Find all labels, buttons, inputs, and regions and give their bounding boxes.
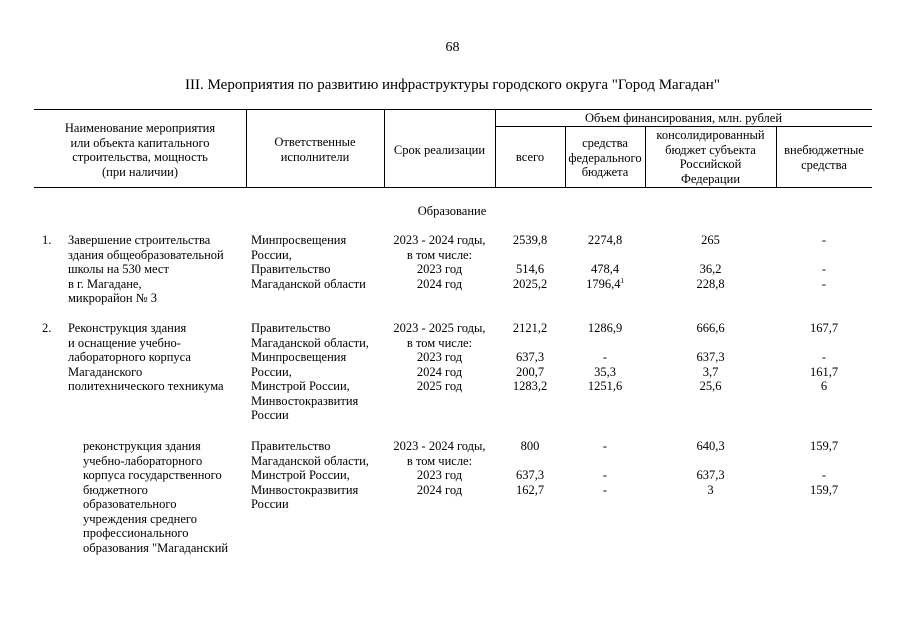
row-responsible: Минпросвещения России, Правительство Магаданской области xyxy=(251,233,366,291)
period-cell: 2023 год xyxy=(416,350,463,364)
extra-cell: 159,7 xyxy=(809,439,839,453)
row-name: Завершение строительства здания общеобразовательной школы на 530 мест в г. Магадане, микрорайон № 3 xyxy=(68,233,224,305)
row-responsible: Правительство Магаданской области, Минстрой России, Минвостокразвития России xyxy=(251,439,369,511)
regional-cell: 640,3 xyxy=(696,439,725,453)
total-cell: 637,3 xyxy=(515,350,545,364)
regional-cell: 36,2 xyxy=(699,262,722,276)
period-cell: 2024 год xyxy=(416,276,463,291)
regional-cell: 666,6 xyxy=(696,321,725,335)
federal-cell: - xyxy=(602,439,608,453)
total-cell: 1283,2 xyxy=(512,379,548,393)
federal-cell: - xyxy=(602,482,608,497)
regional-cell: 3 xyxy=(707,482,714,497)
period-cell: 2023 - 2024 годы, xyxy=(393,439,486,453)
document-title: III. Мероприятия по развитию инфраструктуры городского округа "Город Магадан" xyxy=(185,77,720,93)
period-cell: в том числе: xyxy=(406,335,473,350)
row-number: 1. xyxy=(42,233,52,247)
header-extra: внебюджетные средства xyxy=(784,143,864,172)
total-cell: 637,3 xyxy=(515,468,545,482)
federal-cell: 2274,8 xyxy=(587,233,623,247)
financing-header-rule xyxy=(495,126,872,127)
federal-cell: - xyxy=(602,468,608,482)
header-bottom-rule xyxy=(34,187,872,188)
period-cell: 2025 год xyxy=(416,379,463,393)
row-name: Реконструкция здания и оснащение учебно- лабораторного корпуса Магаданского политехнического техникума xyxy=(68,321,224,393)
row-name: реконструкция здания учебно-лабораторного корпуса государственного бюджетного образовательного учреждения среднего профессионального образования "Магаданский xyxy=(83,439,229,555)
row-number: 2. xyxy=(42,321,52,335)
period-cell: 2023 - 2024 годы, xyxy=(393,233,486,247)
extra-cell: - xyxy=(821,233,827,247)
total-cell: 514,6 xyxy=(515,262,545,276)
total-cell: 2121,2 xyxy=(512,321,548,335)
table-top-rule xyxy=(34,109,872,110)
regional-cell: 637,3 xyxy=(696,350,725,364)
page-number: 68 xyxy=(445,40,460,55)
period-cell: в том числе: xyxy=(406,247,473,262)
total-cell: 2025,2 xyxy=(512,276,548,291)
federal-cell: - xyxy=(602,350,608,364)
header-financing: Объем финансирования, млн. рублей xyxy=(584,111,783,125)
extra-cell: - xyxy=(821,262,827,276)
header-period: Срок реализации xyxy=(393,143,486,157)
extra-cell: 161,7 xyxy=(809,364,839,379)
total-cell: 2539,8 xyxy=(512,233,548,247)
header-responsible: Ответственные исполнители xyxy=(274,135,356,164)
period-cell: 2023 год xyxy=(416,262,463,276)
header-federal: средства федерального бюджета xyxy=(568,136,642,179)
extra-cell: 159,7 xyxy=(809,482,839,497)
total-cell: 800 xyxy=(520,439,540,453)
federal-cell: 1251,6 xyxy=(587,379,623,393)
period-cell: в том числе: xyxy=(406,453,473,468)
section-title: Образование xyxy=(417,204,487,218)
regional-cell: 228,8 xyxy=(696,276,725,291)
extra-cell: - xyxy=(821,276,827,291)
federal-cell: 478,4 xyxy=(590,262,620,276)
extra-cell: 6 xyxy=(820,379,828,393)
federal-cell: 35,3 xyxy=(594,364,616,379)
period-cell: 2023 - 2025 годы, xyxy=(393,321,486,335)
total-cell: 162,7 xyxy=(515,482,545,497)
header-name: Наименование мероприятия или объекта капитального строительства, мощность (при наличии) xyxy=(64,121,216,179)
federal-value: 1796,4 xyxy=(586,276,621,291)
header-regional: консолидированный бюджет субъекта Российской Федерации xyxy=(656,128,765,186)
extra-cell: - xyxy=(821,468,827,482)
regional-cell: 265 xyxy=(701,233,720,247)
extra-cell: - xyxy=(821,350,827,364)
period-cell: 2023 год xyxy=(416,468,463,482)
header-total: всего xyxy=(515,150,545,164)
regional-cell: 3,7 xyxy=(702,364,719,379)
footnote-marker: 1 xyxy=(620,276,624,285)
federal-cell xyxy=(565,277,645,292)
regional-cell: 25,6 xyxy=(699,379,722,393)
total-cell: 200,7 xyxy=(515,364,545,379)
extra-cell: 167,7 xyxy=(809,321,839,335)
row-responsible: Правительство Магаданской области, Минпросвещения России, Минстрой России, Минвостокразвития России xyxy=(251,321,369,422)
period-cell: 2024 год xyxy=(416,364,463,379)
federal-cell: 1286,9 xyxy=(587,321,623,335)
regional-cell: 637,3 xyxy=(696,468,725,482)
period-cell: 2024 год xyxy=(416,482,463,497)
